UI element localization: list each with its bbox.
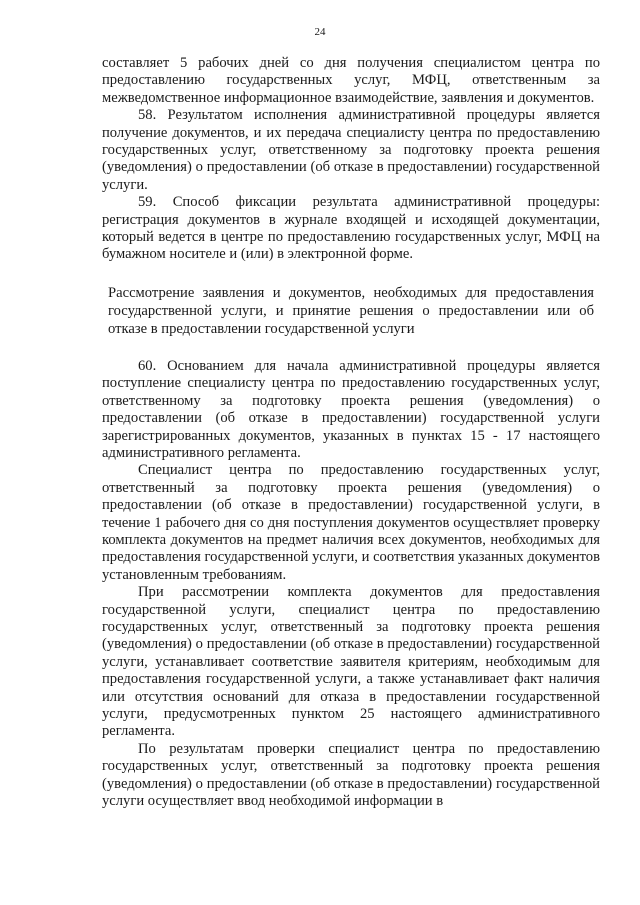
paragraph-60-results: По результатам проверки специалист центра по предоставлению государственных услуг, ответственный за подготовку проекта решения (уведомления) о предоставлении (об отказе в предоставлении) государственной услуги осуществляет ввод необходимой информации в <box>102 740 600 810</box>
paragraph-60-specialist-check: Специалист центра по предоставлению государственных услуг, ответственный за подготовку проекта решения (уведомления) о предоставлении (об отказе в предоставлении) государственной услуги, в течение 1 рабочего дня со дня поступления документов осуществляет проверку комплекта документов на предмет наличия всех документов, необходимых для предоставления государственной услуги, и соответствия указанных документов установленным требованиям. <box>102 462 600 583</box>
paragraph-60-review: При рассмотрении комплекта документов для предоставления государственной услуги, специалист центра по предоставлению государственных услуг, ответственный за подготовку проекта решения (уведомления) о предоставлении (об отказе в предоставлении) государственной услуги, устанавливает соответствие заявителя критериям, необходимым для предоставления государственной услуги, а также устанавливает факт наличия или отсутствия оснований для отказа в предоставлении государственной услуги, предусмотренных пунктом 25 настоящего административного регламента. <box>102 584 600 740</box>
document-body <box>102 55 600 810</box>
paragraph-60: 60. Основанием для начала административной процедуры является поступление специалисту центра по предоставлению государственных услуг, ответственному за подготовку проекта решения (уведомления) о предоставлении (об отказе в предоставлении) государственной услуги зарегистрированных документов, указанных в пунктах 15 - 17 настоящего административного регламента. <box>102 357 600 461</box>
paragraph-58: 58. Результатом исполнения административной процедуры является получение документов, и их передача специалисту центра по предоставлению государственных услуг, ответственному за подготовку проекта решения (уведомления) о предоставлении (об отказе в предоставлении) государственной услуги. <box>102 107 600 193</box>
section-heading: Рассмотрение заявления и документов, необходимых для предоставления государственной услуги, и принятие решения о предоставлении или об отказе в предоставлении государственной услуги <box>108 284 594 337</box>
paragraph-59: 59. Способ фиксации результата административной процедуры: регистрация документов в журнале входящей и исходящей документации, который ведется в центре по предоставлению государственных услуг, МФЦ на бумажном носителе и (или) в электронной форме. <box>102 194 600 263</box>
paragraph-continuation: составляет 5 рабочих дней со дня получения специалистом центра по предоставлению государственных услуг, МФЦ, ответственным за межведомственное информационное взаимодействие, заявления и документов. <box>102 55 600 106</box>
page-number: 24 <box>314 26 326 38</box>
